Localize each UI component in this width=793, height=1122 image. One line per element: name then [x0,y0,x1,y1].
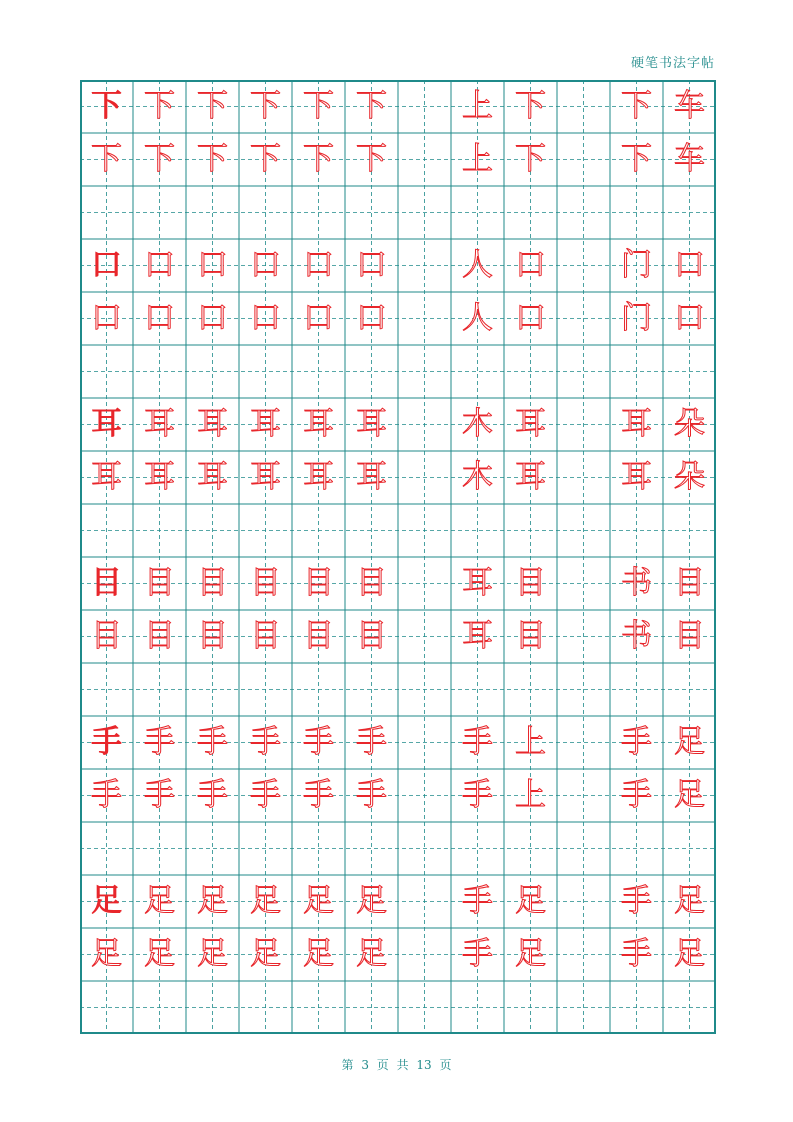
tracing-character: 耳 [197,459,228,495]
tracing-character: 足 [250,936,281,972]
tracing-character: 上 [515,724,546,760]
tracing-character: 目 [250,618,281,654]
tracing-character: 下 [144,88,175,124]
grid-cells [80,80,716,1034]
tracing-character: 口 [144,247,175,283]
tracing-character: 手 [462,883,493,919]
tracing-character: 下 [621,141,652,177]
tracing-character: 手 [621,883,652,919]
model-character: 足 [91,883,122,919]
tracing-character: 耳 [144,406,175,442]
tracing-character: 口 [356,247,387,283]
tracing-character: 耳 [303,406,334,442]
tracing-character: 足 [250,883,281,919]
tracing-character: 耳 [91,459,122,495]
tracing-character: 门 [621,300,652,336]
tracing-character: 下 [91,141,122,177]
tracing-character: 上 [462,141,493,177]
tracing-character: 手 [462,777,493,813]
tracing-character: 口 [515,300,546,336]
tracing-character: 口 [197,247,228,283]
practice-grid [80,80,716,1034]
tracing-character: 手 [91,777,122,813]
model-character: 耳 [91,406,122,442]
tracing-character: 足 [197,883,228,919]
tracing-character: 目 [144,565,175,601]
tracing-character: 耳 [356,406,387,442]
tracing-character: 口 [303,247,334,283]
page-number: 第 3 页 共 13 页 [341,1058,452,1072]
tracing-character: 手 [356,777,387,813]
tracing-character: 耳 [250,406,281,442]
tracing-character: 耳 [515,406,546,442]
tracing-character: 足 [303,936,334,972]
tracing-character: 足 [674,777,705,813]
tracing-character: 人 [462,300,493,336]
tracing-character: 口 [197,300,228,336]
tracing-character: 书 [621,618,652,654]
tracing-character: 下 [197,88,228,124]
tracing-character: 目 [303,565,334,601]
tracing-character: 目 [515,565,546,601]
tracing-character: 手 [356,724,387,760]
model-character: 目 [91,565,122,601]
tracing-character: 耳 [250,459,281,495]
tracing-character: 书 [621,565,652,601]
tracing-character: 人 [462,247,493,283]
tracing-character: 目 [250,565,281,601]
tracing-character: 手 [197,777,228,813]
tracing-character: 手 [197,724,228,760]
tracing-character: 目 [356,565,387,601]
tracing-character: 下 [197,141,228,177]
tracing-character: 足 [356,883,387,919]
tracing-character: 车 [674,141,705,177]
tracing-character: 目 [144,618,175,654]
tracing-character: 口 [250,247,281,283]
tracing-character: 手 [250,724,281,760]
tracing-character: 足 [356,936,387,972]
tracing-character: 口 [356,300,387,336]
tracing-character: 足 [144,936,175,972]
tracing-character: 下 [144,141,175,177]
tracing-character: 目 [515,618,546,654]
tracing-character: 木 [462,459,493,495]
tracing-character: 目 [197,565,228,601]
tracing-character: 手 [621,724,652,760]
tracing-character: 下 [356,141,387,177]
tracing-character: 木 [462,406,493,442]
tracing-character: 下 [515,141,546,177]
tracing-character: 足 [674,724,705,760]
tracing-character: 手 [621,936,652,972]
tracing-character: 朵 [674,459,705,495]
tracing-character: 手 [144,724,175,760]
tracing-character: 目 [356,618,387,654]
tracing-character: 车 [674,88,705,124]
tracing-character: 足 [674,936,705,972]
tracing-character: 目 [197,618,228,654]
tracing-character: 目 [303,618,334,654]
tracing-character: 口 [674,247,705,283]
tracing-character: 耳 [303,459,334,495]
tracing-character: 耳 [515,459,546,495]
page-header-title: 硬笔书法字帖 [630,56,715,71]
tracing-character: 耳 [621,406,652,442]
tracing-character: 下 [250,141,281,177]
tracing-character: 口 [303,300,334,336]
tracing-character: 手 [462,936,493,972]
tracing-character: 口 [674,300,705,336]
tracing-character: 耳 [462,618,493,654]
tracing-character: 下 [250,88,281,124]
tracing-character: 目 [91,618,122,654]
tracing-character: 足 [515,883,546,919]
tracing-character: 足 [144,883,175,919]
tracing-character: 口 [515,247,546,283]
tracing-character: 手 [250,777,281,813]
tracing-character: 手 [144,777,175,813]
model-character: 手 [91,724,122,760]
model-character: 下 [91,88,122,124]
tracing-character: 目 [674,618,705,654]
tracing-character: 耳 [197,406,228,442]
tracing-character: 手 [303,777,334,813]
tracing-character: 足 [197,936,228,972]
tracing-character: 上 [462,88,493,124]
tracing-character: 手 [303,724,334,760]
tracing-character: 足 [303,883,334,919]
tracing-character: 下 [303,88,334,124]
tracing-character: 目 [674,565,705,601]
tracing-character: 耳 [356,459,387,495]
tracing-character: 耳 [621,459,652,495]
tracing-character: 耳 [144,459,175,495]
tracing-character: 口 [250,300,281,336]
tracing-character: 手 [621,777,652,813]
tracing-character: 口 [144,300,175,336]
tracing-character: 门 [621,247,652,283]
tracing-character: 朵 [674,406,705,442]
tracing-character: 足 [515,936,546,972]
model-character: 口 [91,247,122,283]
tracing-character: 手 [462,724,493,760]
tracing-character: 下 [303,141,334,177]
tracing-character: 足 [91,936,122,972]
tracing-character: 下 [621,88,652,124]
tracing-character: 下 [356,88,387,124]
tracing-character: 上 [515,777,546,813]
tracing-character: 耳 [462,565,493,601]
tracing-character: 足 [674,883,705,919]
tracing-character: 下 [515,88,546,124]
tracing-character: 口 [91,300,122,336]
